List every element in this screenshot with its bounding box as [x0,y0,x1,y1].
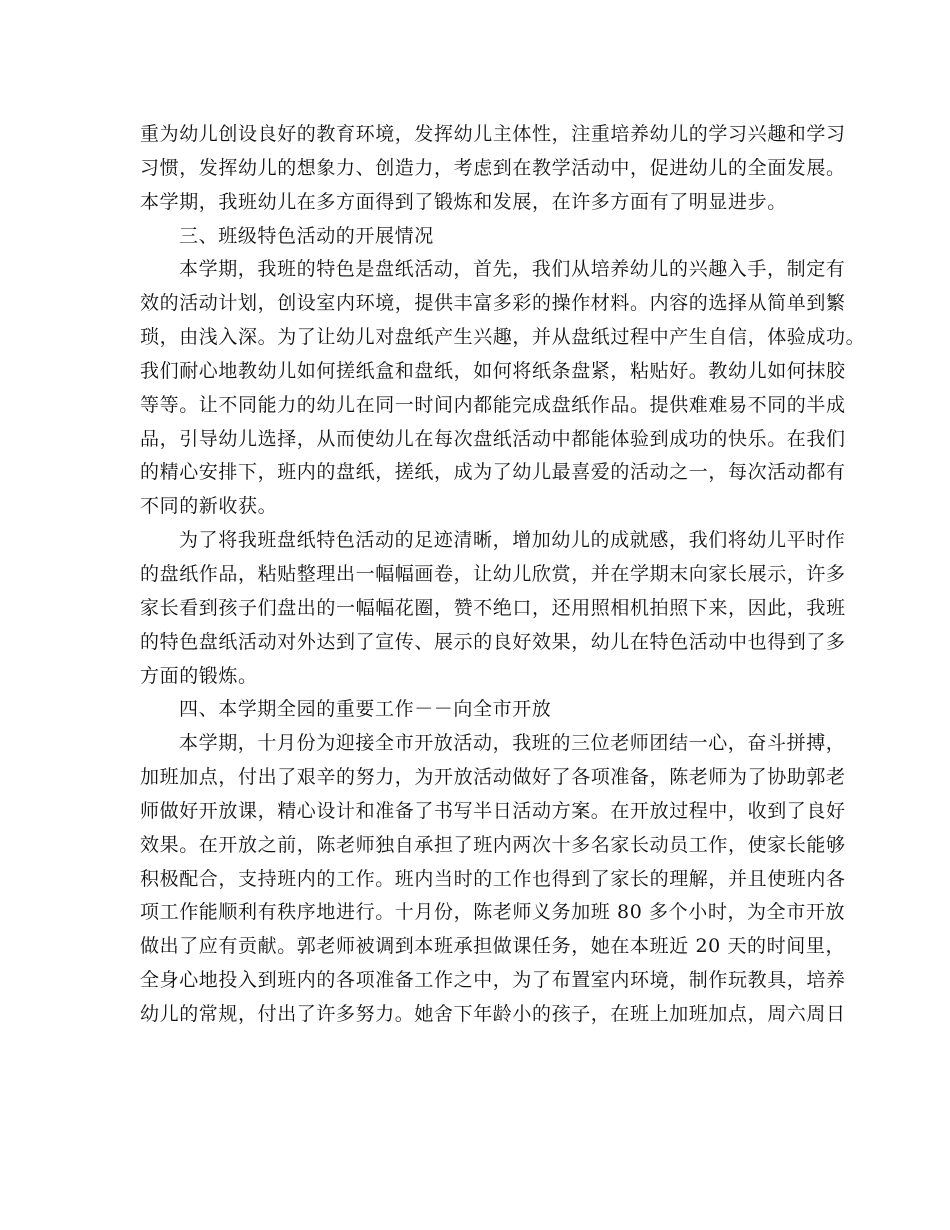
text-line: 做出了应有贡献。郭老师被调到本班承担做课任务，她在本班近 20 天的时间里， [140,935,846,958]
text-line: 品，引导幼儿选择，从而使幼儿在每次盘纸活动中都能体验到成功的快乐。在我们 [140,427,846,450]
text-line: 效的活动计划，创设室内环境，提供丰富多彩的操作材料。内容的选择从简单到繁 [140,292,846,315]
text-line: 方面的锻炼。 [140,664,258,687]
text-line: 家长看到孩子们盘出的一幅幅花圈，赞不绝口，还用照相机拍照下来，因此，我班 [140,596,846,619]
text-line: 全身心地投入到班内的各项准备工作之中，为了布置室内环境，制作玩教具，培养 [140,969,846,992]
text-line: 的特色盘纸活动对外达到了宣传、展示的良好效果，幼儿在特色活动中也得到了多 [140,630,846,653]
text-line: 四、本学期全园的重要工作－－向全市开放 [179,698,552,721]
text-line: 不同的新收获。 [140,495,278,518]
text-line: 的盘纸作品，粘贴整理出一幅幅画卷，让幼儿欣赏，并在学期末向家长展示，许多 [140,562,846,585]
text-line: 项工作能顺利有秩序地进行。十月份，陈老师义务加班 80 多个小时，为全市开放 [140,901,846,924]
text-line: 三、班级特色活动的开展情况 [179,224,434,247]
text-line: 我们耐心地教幼儿如何搓纸盒和盘纸，如何将纸条盘紧，粘贴好。教幼儿如何抹胶 [140,359,846,382]
text-line: 师做好开放课，精心设计和准备了书写半日活动方案。在开放过程中，收到了良好 [140,799,846,822]
text-line: 积极配合，支持班内的工作。班内当时的工作也得到了家长的理解，并且使班内各 [140,867,846,890]
text-line: 的精心安排下，班内的盘纸，搓纸，成为了幼儿最喜爱的活动之一，每次活动都有 [140,461,846,484]
text-line: 加班加点，付出了艰辛的努力，为开放活动做好了各项准备，陈老师为了协助郭老 [140,766,846,789]
text-line: 本学期，我班幼儿在多方面得到了锻炼和发展，在许多方面有了明显进步。 [140,190,787,213]
text-line: 效果。在开放之前，陈老师独自承担了班内两次十多名家长动员工作，使家长能够 [140,833,846,856]
text-line: 幼儿的常规，付出了许多努力。她舍下年龄小的孩子，在班上加班加点，周六周日 [140,1002,846,1025]
document-body [140,118,866,1032]
text-line: 本学期，我班的特色是盘纸活动，首先，我们从培养幼儿的兴趣入手，制定有 [179,258,846,281]
text-line: 本学期，十月份为迎接全市开放活动，我班的三位老师团结一心，奋斗拼搏， [179,732,846,755]
text-line: 等等。让不同能力的幼儿在同一时间内都能完成盘纸作品。提供难难易不同的半成 [140,393,846,416]
text-line: 琐，由浅入深。为了让幼儿对盘纸产生兴趣，并从盘纸过程中产生自信，体验成功。 [140,326,866,349]
text-line: 为了将我班盘纸特色活动的足迹清晰，增加幼儿的成就感，我们将幼儿平时作 [179,529,846,552]
text-line: 习惯，发挥幼儿的想象力、创造力，考虑到在教学活动中，促进幼儿的全面发展。 [140,156,846,179]
text-line: 重为幼儿创设良好的教育环境，发挥幼儿主体性，注重培养幼儿的学习兴趣和学习 [140,123,846,145]
